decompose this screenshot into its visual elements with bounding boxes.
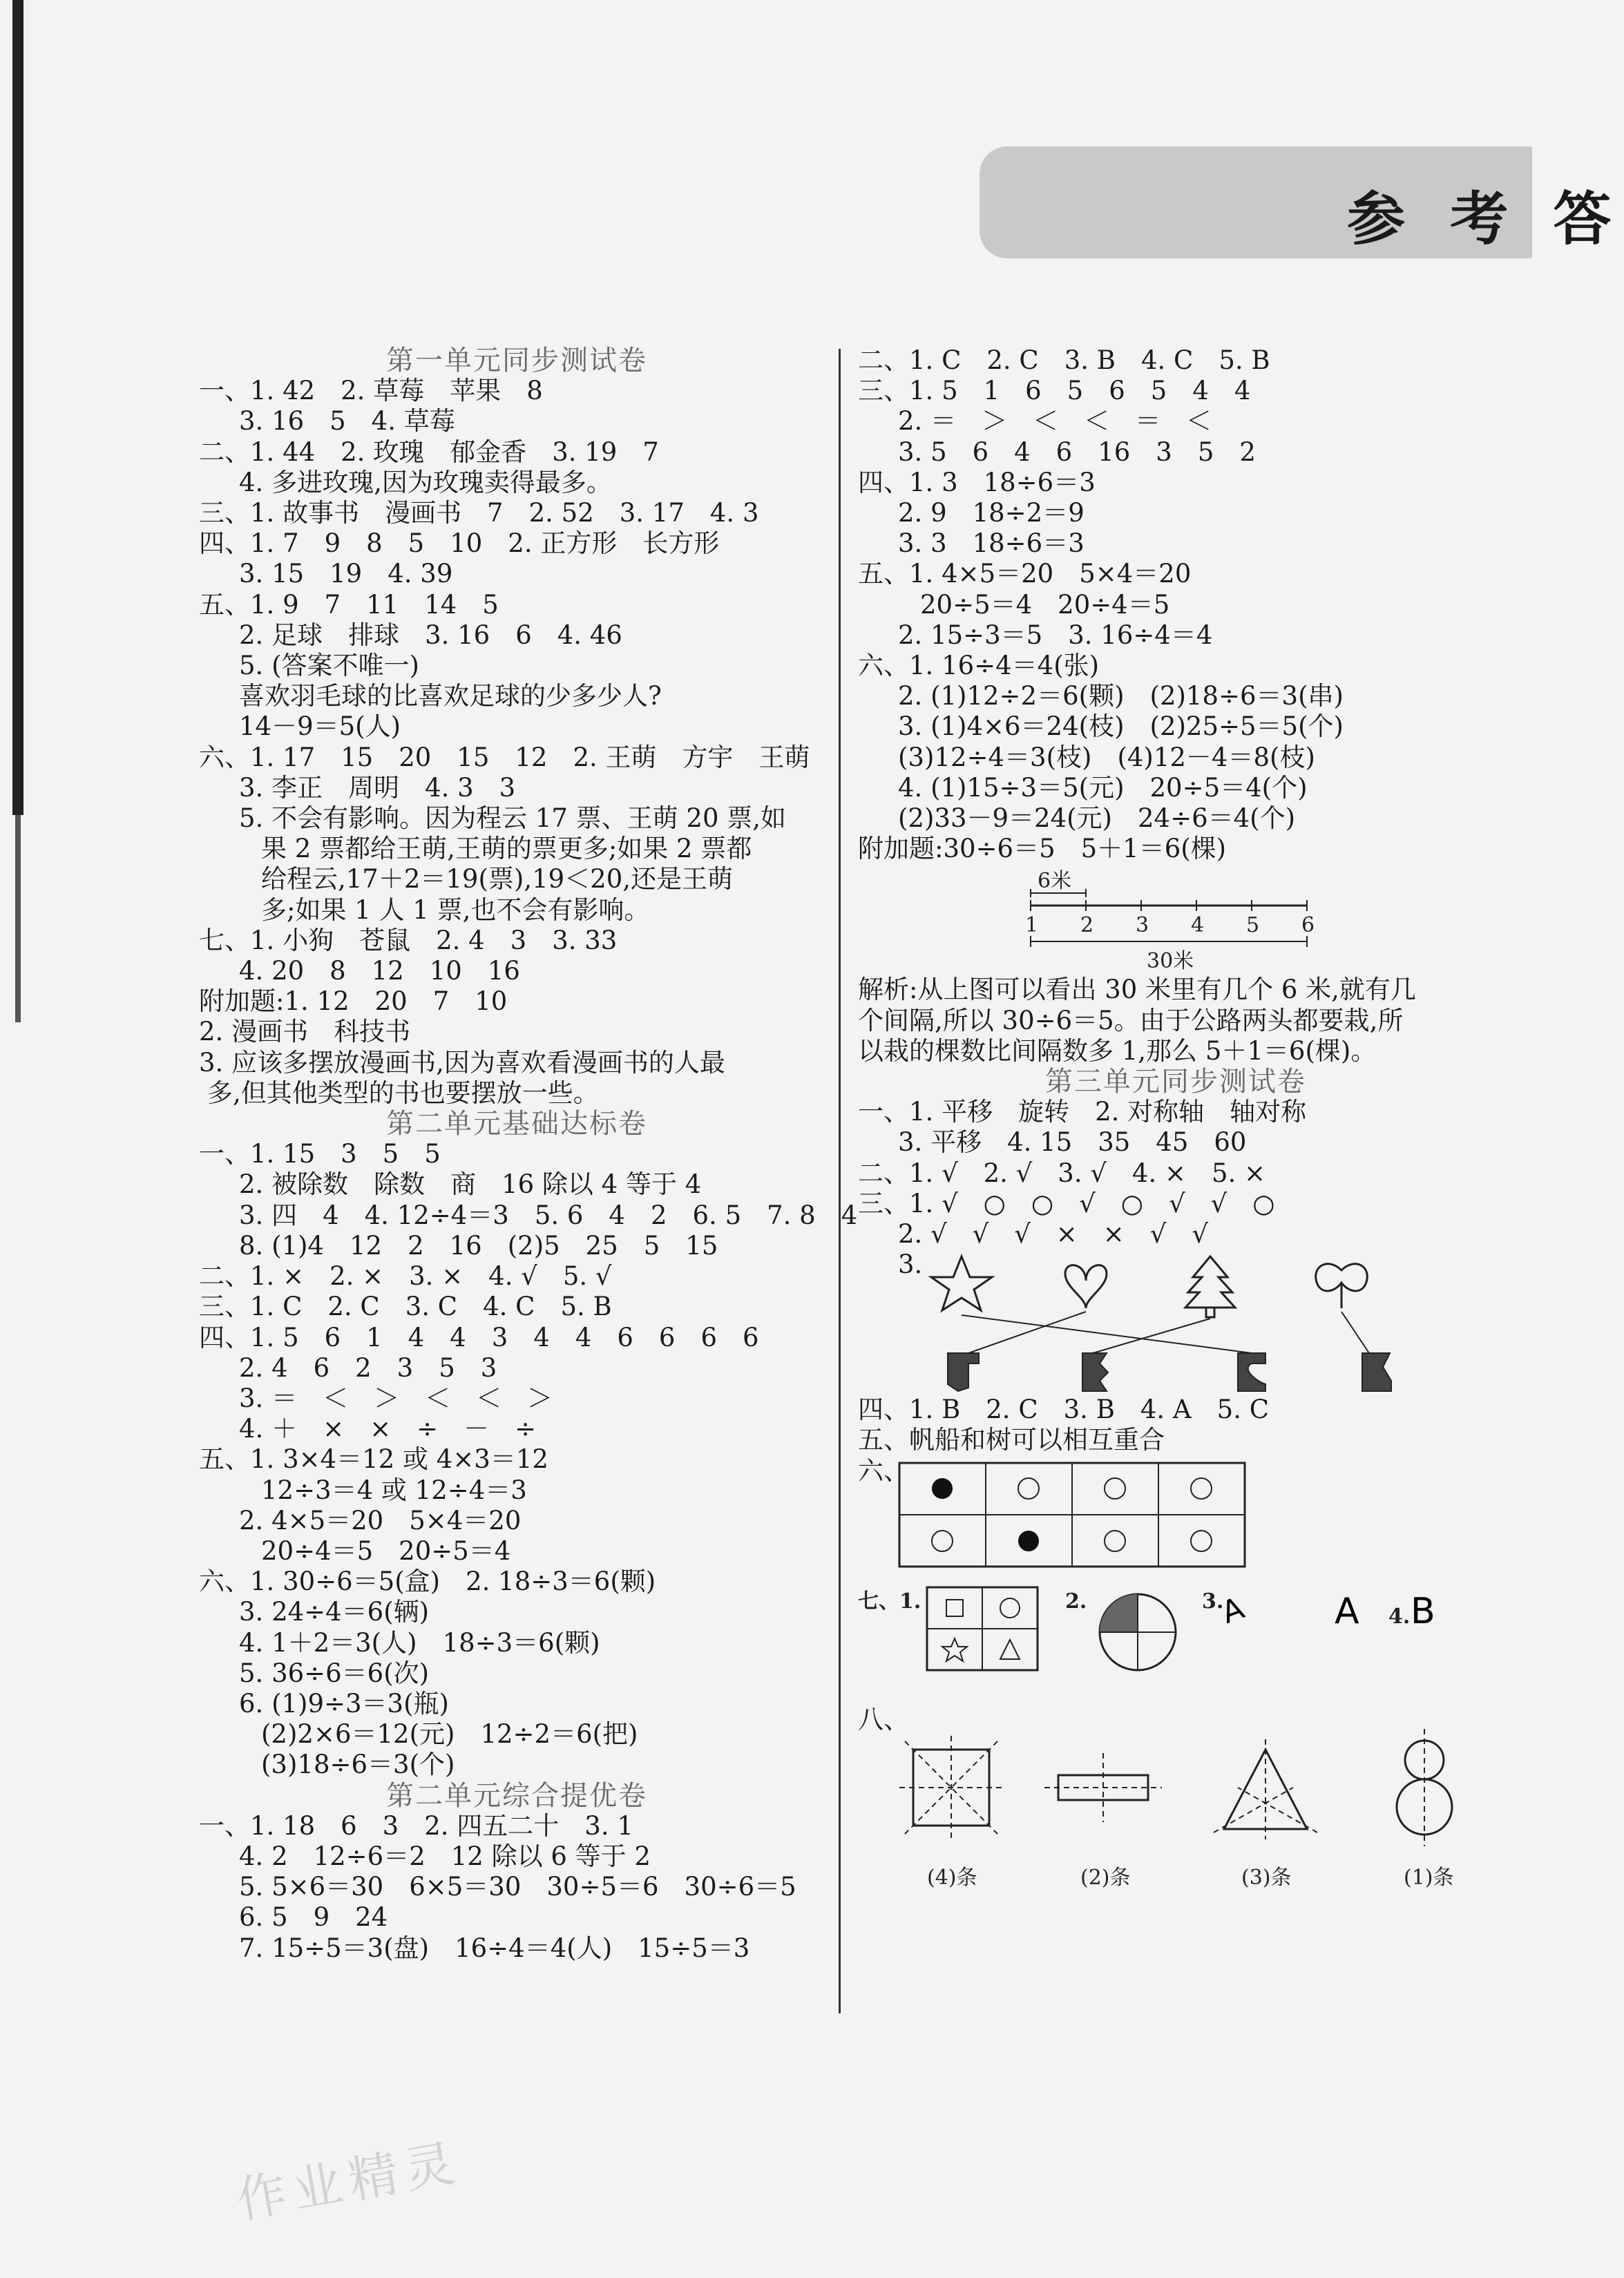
answer-line: 2. 漫画书 科技书 xyxy=(199,1017,411,1047)
empty-circle-icon xyxy=(1191,1531,1212,1551)
axis-count-caption: (1)条 xyxy=(1404,1865,1454,1890)
triangle-icon xyxy=(1000,1640,1020,1659)
filled-circle-icon xyxy=(1018,1531,1039,1551)
answer-line: 四、1. 7 9 8 5 10 2. 正方形 长方形 xyxy=(199,528,720,559)
number-line-tick-label: 5 xyxy=(1246,913,1260,938)
answer-line: 8. (1)4 12 2 16 (2)5 25 5 15 xyxy=(239,1230,718,1261)
answer-line: 五、帆船和树可以相互重合 xyxy=(858,1425,1165,1455)
answer-line: 二、1. √ 2. √ 3. √ 4. × 5. × xyxy=(858,1158,1266,1188)
answer-line: 2. 足球 排球 3. 16 6 4. 46 xyxy=(239,620,622,650)
answer-line: 一、1. 平移 旋转 2. 对称轴 轴对称 xyxy=(858,1097,1307,1127)
answer-line: 四、1. 3 18÷6＝3 xyxy=(858,467,1096,497)
star-icon xyxy=(931,1256,992,1310)
answer-line: 2. 4 6 2 3 5 3 xyxy=(239,1352,497,1383)
answer-line: (3)12÷4＝3(枝) (4)12－4＝8(枝) xyxy=(898,742,1315,772)
question-label: 七、1. xyxy=(858,1589,921,1614)
symmetry-axis xyxy=(1238,1788,1317,1832)
binding-edge xyxy=(12,0,23,815)
answer-line: (2)33－9＝24(元) 24÷6＝4(个) xyxy=(898,803,1296,834)
answer-line: 给程云,17＋2＝19(票),19＜20,还是王萌 xyxy=(261,864,734,894)
answer-line: 个间隔,所以 30÷6＝5。由于公路两头都要栽,所 xyxy=(858,1005,1404,1035)
answer-line: 六、1. 17 15 20 15 12 2. 王萌 方宇 王萌 xyxy=(199,742,810,772)
watermark: 作业精灵 xyxy=(232,2133,466,2230)
answer-line: 4. 20 8 12 10 16 xyxy=(239,956,520,986)
empty-circle-icon xyxy=(932,1531,953,1551)
answer-line: 三、1. 5 1 6 5 6 5 4 4 xyxy=(858,376,1251,406)
answer-line: 3. 平移 4. 15 35 45 60 xyxy=(898,1127,1247,1158)
number-line-top-label: 6米 xyxy=(1038,869,1072,894)
answer-line: 3. 15 19 4. 39 xyxy=(239,559,453,589)
number-line-tick-label: 2 xyxy=(1080,913,1094,938)
answer-line: 3. 四 4 4. 12÷4＝3 5. 6 4 2 6. 5 7. 8 4 xyxy=(239,1200,858,1230)
question-label: 3. xyxy=(898,1250,923,1280)
answer-line: 果 2 票都给王萌,王萌的票更多;如果 2 票都 xyxy=(261,834,752,864)
answer-line: 4. 2 12÷6＝2 12 除以 6 等于 2 xyxy=(239,1841,651,1871)
answer-line: 附加题:1. 12 20 7 10 xyxy=(199,986,508,1017)
page-title: 参 考 答 xyxy=(1347,184,1624,253)
answer-line: 3. 16 5 4. 草莓 xyxy=(239,406,455,437)
answer-line: 12÷3＝4 或 12÷4＝3 xyxy=(261,1475,527,1505)
question-label: 2. xyxy=(1065,1589,1087,1614)
section-title: 第三单元同步测试卷 xyxy=(1045,1066,1306,1098)
match-line xyxy=(1093,1319,1210,1353)
axis-count-caption: (4)条 xyxy=(927,1865,977,1890)
answer-line: 六、1. 30÷6＝5(盒) 2. 18÷3＝6(颗) xyxy=(199,1567,656,1597)
answer-line: 一、1. 18 6 3 2. 四五二十 3. 1 xyxy=(199,1810,633,1841)
answer-line: 解析:从上图可以看出 30 米里有几个 6 米,就有几 xyxy=(858,975,1416,1005)
answer-line: 五、1. 4×5＝20 5×4＝20 xyxy=(858,559,1192,589)
empty-circle-icon xyxy=(1018,1478,1039,1499)
answer-line: 二、1. × 2. × 3. × 4. √ 5. √ xyxy=(199,1261,612,1292)
section-title: 第二单元基础达标卷 xyxy=(386,1108,647,1140)
answer-line: 2. ＝ ＞ ＜ ＜ ＝ ＜ xyxy=(898,406,1212,437)
answer-line: 2. √ √ √ × × √ √ xyxy=(898,1219,1208,1250)
half-butterfly-shape xyxy=(1362,1353,1391,1391)
answer-line: 4. 多进玫瑰,因为玫瑰卖得最多。 xyxy=(239,467,612,497)
answer-line: 14－9＝5(人) xyxy=(239,711,401,742)
answer-line: (3)18÷6＝3(个) xyxy=(261,1750,455,1780)
butterfly-icon xyxy=(1316,1264,1368,1308)
axis-count-caption: (2)条 xyxy=(1080,1865,1131,1890)
answer-line: 5. 5×6＝30 6×5＝30 30÷5＝6 30÷6＝5 xyxy=(239,1872,796,1902)
answer-line: 20÷5＝4 20÷4＝5 xyxy=(920,589,1170,620)
match-line xyxy=(962,1315,1252,1353)
axis-count-caption: (3)条 xyxy=(1241,1865,1292,1890)
answer-line: 以栽的棵数比间隔数多 1,那么 5＋1＝6(棵)。 xyxy=(858,1035,1377,1066)
answer-line: 2. (1)12÷2＝6(颗) (2)18÷6＝3(串) xyxy=(898,681,1344,711)
answer-line: 3. 应该多摆放漫画书,因为喜欢看漫画书的人最 xyxy=(199,1047,725,1078)
answer-line: 4. 1＋2＝3(人) 18÷3＝6(颗) xyxy=(239,1627,600,1658)
answer-line: 五、1. 9 7 11 14 5 xyxy=(199,589,499,620)
answer-line: 多,但其他类型的书也要摆放一些。 xyxy=(207,1078,599,1108)
answer-line: 4. (1)15÷3＝5(元) 20÷5＝4(个) xyxy=(898,772,1308,803)
number-line-tick-label: 3 xyxy=(1136,913,1149,938)
answer-line: 3. 李正 周明 4. 3 3 xyxy=(239,772,516,803)
number-line-tick-label: 4 xyxy=(1191,913,1205,938)
number-line-tick-label: 1 xyxy=(1025,913,1039,938)
half-heart-shape xyxy=(1238,1353,1265,1391)
answer-line: 2. 被除数 除数 商 16 除以 4 等于 4 xyxy=(239,1169,702,1200)
answer-line: 4. ＋ × × ÷ － ÷ xyxy=(239,1414,537,1444)
answer-line: 5. (答案不唯一) xyxy=(239,651,419,681)
answer-line: 七、1. 小狗 苍鼠 2. 4 3 3. 33 xyxy=(199,925,618,955)
circle-grid-figure xyxy=(858,1456,1493,1573)
star-icon xyxy=(942,1638,967,1661)
left-column xyxy=(199,345,858,1964)
question-label: 六、 xyxy=(858,1455,909,1486)
question-label: 3. xyxy=(1202,1589,1224,1614)
number-line-bottom-label: 30米 xyxy=(1147,949,1194,974)
square-icon xyxy=(946,1600,963,1616)
heart-icon xyxy=(1065,1265,1107,1308)
half-tree-shape xyxy=(1082,1353,1108,1391)
section-title: 第二单元综合提优卷 xyxy=(386,1779,647,1812)
answer-line: 3. 24÷4＝6(辆) xyxy=(239,1597,430,1627)
answer-line: 7. 15÷5＝3(盘) 16÷4＝4(人) 15÷5＝3 xyxy=(239,1933,750,1963)
empty-circle-icon xyxy=(1105,1531,1125,1551)
answer-line: (2)2×6＝12(元) 12÷2＝6(把) xyxy=(261,1719,638,1750)
answer-line: 喜欢羽毛球的比喜欢足球的少多少人? xyxy=(239,681,662,711)
answer-line: 一、1. 15 3 5 5 xyxy=(199,1139,441,1169)
section-title: 第一单元同步测试卷 xyxy=(386,345,647,376)
answer-line: 5. 36÷6＝6(次) xyxy=(239,1658,430,1688)
answer-line: 多;如果 1 人 1 票,也不会有影响。 xyxy=(261,894,650,925)
answer-line: 5. 不会有影响。因为程云 17 票、王萌 20 票,如 xyxy=(239,803,787,834)
matching-figure xyxy=(858,1250,1493,1395)
answer-line: 三、1. C 2. C 3. C 4. C 5. B xyxy=(199,1292,612,1322)
right-column xyxy=(858,345,1493,1891)
question-label: 4. xyxy=(1388,1604,1411,1629)
letter-a: A xyxy=(1335,1590,1359,1632)
match-line xyxy=(1341,1312,1369,1353)
answer-line: 2. 4×5＝20 5×4＝20 xyxy=(239,1505,522,1535)
answer-line: 三、1. 故事书 漫画书 7 2. 52 3. 17 4. 3 xyxy=(199,498,759,528)
answer-line: 2. 15÷3＝5 3. 16÷4＝4 xyxy=(898,620,1213,650)
answer-line: 6. (1)9÷3＝3(瓶) xyxy=(239,1688,449,1719)
answer-line: 2. 9 18÷2＝9 xyxy=(898,498,1085,528)
letter-b: B xyxy=(1411,1590,1435,1632)
symmetry-axis xyxy=(1214,1788,1293,1832)
number-line-tick-label: 6 xyxy=(1301,913,1315,938)
answer-line: 四、1. 5 6 1 4 4 3 4 4 6 6 6 6 xyxy=(199,1322,759,1352)
binding-edge-lower xyxy=(15,815,21,1022)
answer-line: 一、1. 42 2. 草莓 苹果 8 xyxy=(199,376,543,406)
empty-circle-icon xyxy=(1105,1478,1125,1499)
answer-line: 6. 5 9 24 xyxy=(239,1902,388,1933)
tree-icon xyxy=(1185,1256,1235,1317)
answer-line: 3. ＝ ＜ ＞ ＜ ＜ ＞ xyxy=(239,1383,553,1413)
answer-line: 三、1. √ ○ ○ √ ○ √ √ ○ xyxy=(858,1188,1275,1218)
answer-line: 3. (1)4×6＝24(枝) (2)25÷5＝5(个) xyxy=(898,711,1344,742)
number-line-figure xyxy=(858,864,1493,975)
answer-line: 四、1. B 2. C 3. B 4. A 5. C xyxy=(858,1395,1270,1425)
answer-line: 五、1. 3×4＝12 或 4×3＝12 xyxy=(199,1444,548,1475)
answer-line: 二、1. 44 2. 玫瑰 郁金香 3. 19 7 xyxy=(199,437,659,467)
circle-icon xyxy=(1000,1598,1020,1618)
answer-line: 附加题:30÷6＝5 5＋1＝6(棵) xyxy=(858,834,1227,864)
rotated-letter-a: A xyxy=(1216,1590,1249,1631)
question-7-figure xyxy=(858,1573,1493,1684)
filled-circle-icon xyxy=(932,1478,953,1499)
answer-line: 3. 5 6 4 6 16 3 5 2 xyxy=(898,437,1256,467)
answer-line: 六、1. 16÷4＝4(张) xyxy=(858,651,1100,681)
answer-line: 二、1. C 2. C 3. B 4. C 5. B xyxy=(858,345,1270,375)
question-label: 八、 xyxy=(858,1704,909,1734)
answer-line: 20÷4＝5 20÷5＝4 xyxy=(261,1535,511,1566)
half-boat-shape xyxy=(948,1353,979,1391)
shaded-quarter xyxy=(1100,1594,1138,1632)
answer-line: 3. 3 18÷6＝3 xyxy=(898,528,1085,559)
empty-circle-icon xyxy=(1191,1478,1212,1499)
symmetry-axes-figure xyxy=(858,1684,1493,1891)
column-divider xyxy=(839,349,841,2013)
